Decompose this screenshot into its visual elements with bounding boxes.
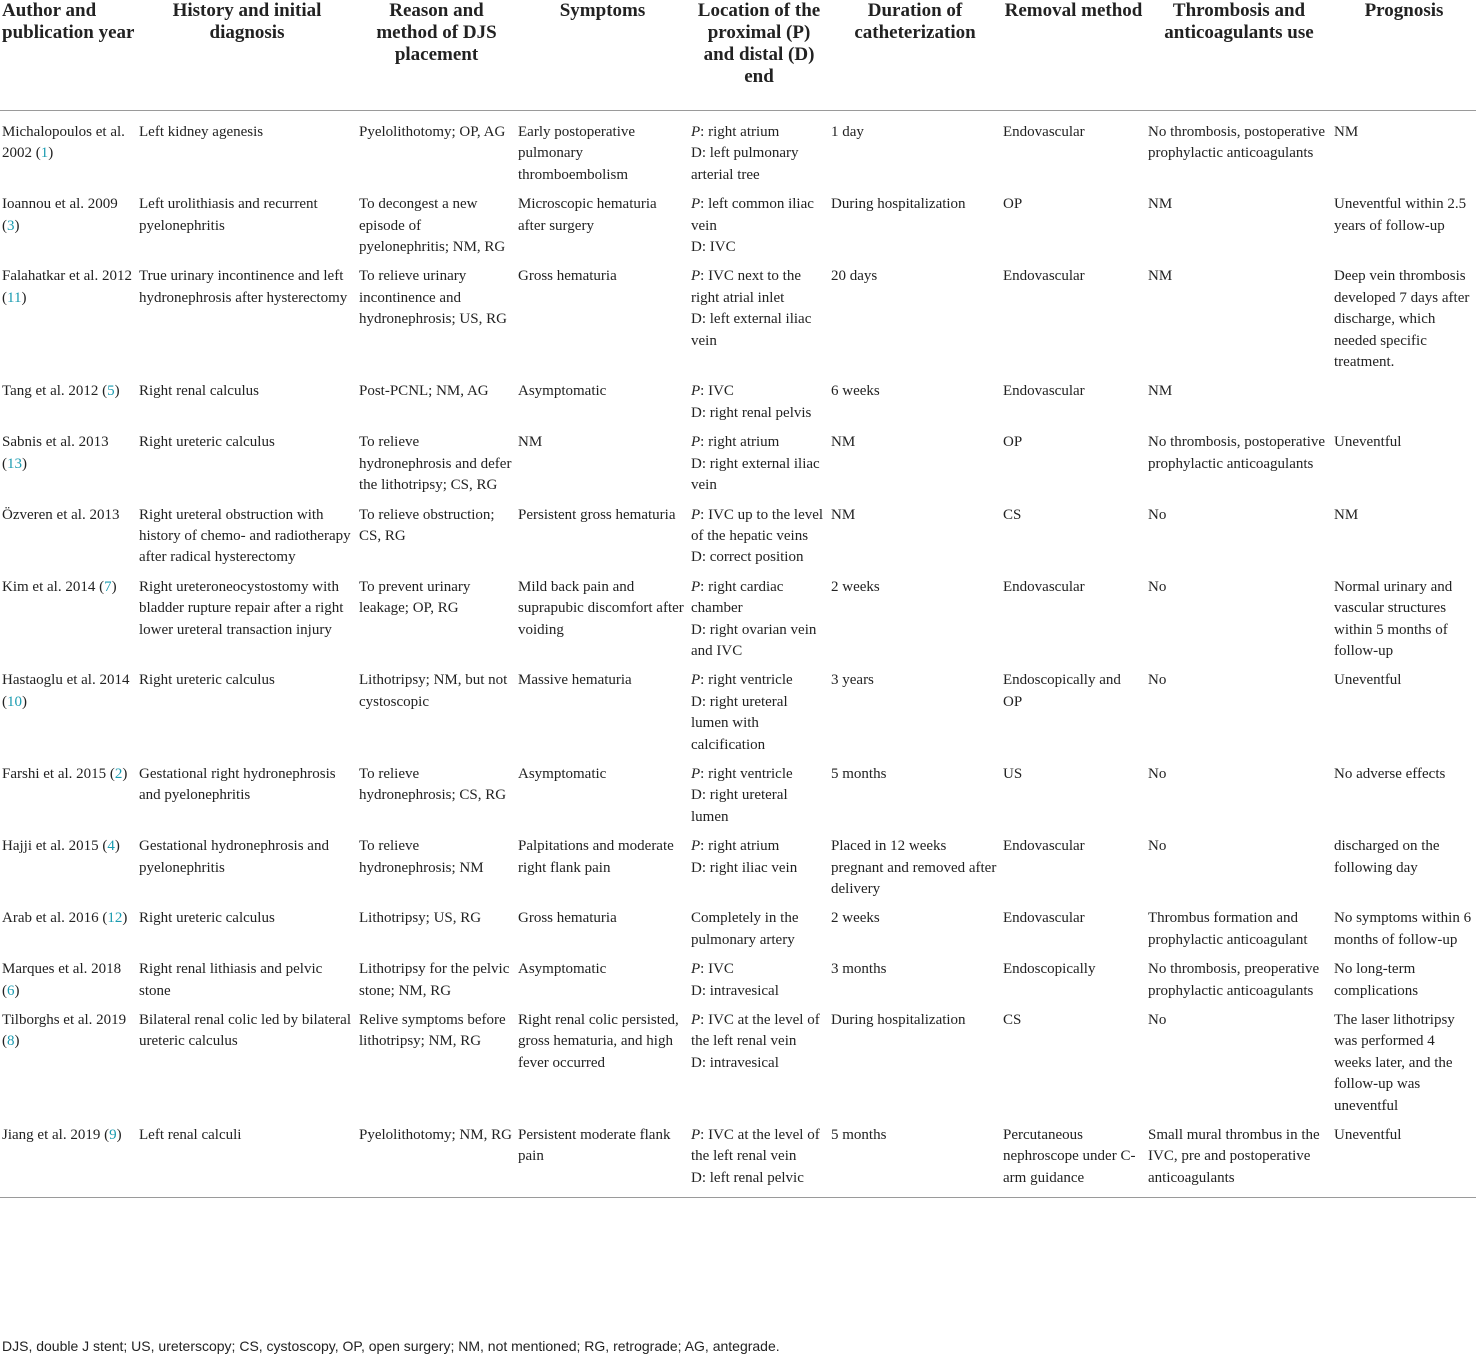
author-cell	[0, 111, 137, 195]
reason-cell: To prevent urinary leakage; OP, RG	[359, 578, 471, 617]
removal-cell: Endovascular	[1003, 383, 1085, 400]
proximal-end-line: P: IVC next to the right atrial inlet	[691, 268, 801, 306]
duration-cell: 1 day	[831, 124, 864, 140]
location-cell	[689, 764, 829, 836]
reference-link[interactable]: 4	[107, 838, 115, 855]
author-cell	[0, 959, 137, 1010]
proximal-end-line: P: IVC up to the level of the hepatic veins	[691, 506, 824, 544]
table-row	[0, 577, 1476, 671]
prognosis-cell: Uneventful within 2.5 years of follow-up	[1334, 196, 1467, 234]
reference-link[interactable]: 8	[7, 1033, 15, 1050]
symptoms-cell: Mild back pain and suprapubic discomfort after voiding	[518, 578, 684, 638]
reason-cell: Post-PCNL; NM, AG	[359, 383, 489, 400]
duration-cell: 5 months	[831, 1127, 887, 1144]
author-cell	[0, 381, 137, 432]
reference-link[interactable]: 2	[114, 765, 123, 782]
removal-cell: OP	[1003, 196, 1023, 213]
history-cell: Right renal lithiasis and pelvic stone	[139, 961, 323, 999]
distal-end-text: D: left external iliac vein	[691, 311, 812, 349]
column-reason-header: Reason and method of DJS placement	[376, 0, 497, 65]
table-row	[0, 1010, 1476, 1125]
table-row	[0, 959, 1476, 1010]
removal-cell: Endovascular	[1003, 268, 1085, 285]
duration-cell: 5 months	[831, 765, 887, 782]
author-text: Michalopoulos et al. 2002 (	[2, 124, 125, 162]
proximal-prefix: P	[691, 961, 701, 978]
symptoms-cell: Right renal colic persisted, gross hematuria, and high fever occurred	[518, 1012, 679, 1071]
author-text: Hastaoglu et al. 2014 (	[2, 672, 130, 710]
distal-end-text: D: right ureteral lumen with calcification	[691, 693, 788, 753]
author-cell	[0, 764, 137, 836]
distal-end-text: D: left pulmonary arterial tree	[691, 145, 799, 183]
duration-cell: During hospitalization	[831, 196, 966, 213]
removal-cell: Endovascular	[1003, 578, 1085, 595]
thrombosis-cell: NM	[1148, 196, 1173, 213]
author-cell	[0, 432, 137, 504]
thrombosis-cell: NM	[1148, 383, 1173, 400]
removal-cell: US	[1003, 765, 1023, 782]
reason-cell: Relive symptoms before lithotripsy; NM, RG	[359, 1012, 506, 1050]
removal-cell: Endovascular	[1003, 838, 1085, 855]
reference-close-paren: )	[111, 578, 117, 595]
reference-close-paren: )	[14, 217, 20, 234]
column-duration-header: Duration of catheterization	[854, 0, 976, 43]
symptoms-cell: Asymptomatic	[518, 961, 607, 978]
proximal-prefix: P	[691, 765, 701, 782]
distal-end-text: D: right ureteral lumen	[691, 787, 788, 825]
reference-close-paren: )	[21, 289, 27, 306]
prognosis-cell	[1332, 381, 1476, 432]
reason-cell: To relieve hydronephrosis and defer the lithotripsy; CS, RG	[359, 434, 512, 494]
column-symptoms-header: Symptoms	[559, 0, 646, 21]
history-cell: Right ureteric calculus	[139, 910, 275, 927]
proximal-prefix: P	[691, 124, 701, 140]
duration-cell: NM	[831, 506, 856, 523]
table-row	[0, 111, 1476, 195]
author-cell	[0, 577, 137, 671]
location-cell	[689, 432, 829, 504]
author-cell	[0, 836, 137, 908]
column-thrombosis-header: Thrombosis and anticoagulants use	[1164, 0, 1314, 43]
proximal-end-line: P: right atrium	[691, 838, 780, 855]
reference-link[interactable]: 9	[109, 1127, 117, 1144]
symptoms-cell: Palpitations and moderate right flank pain	[518, 838, 674, 876]
table-row	[0, 432, 1476, 504]
distal-end-text: D: right iliac vein	[691, 859, 798, 876]
proximal-prefix: P	[691, 838, 701, 855]
location-cell	[689, 381, 829, 432]
thrombosis-cell: No thrombosis, postoperative prophylactic anticoagulants	[1148, 434, 1326, 472]
reference-close-paren: )	[116, 1127, 122, 1144]
thrombosis-cell: No	[1148, 672, 1167, 689]
symptoms-cell: Microscopic hematuria after surgery	[518, 196, 657, 234]
proximal-end-text: IVC at the level of the left renal vein	[691, 1127, 820, 1165]
duration-cell: 2 weeks	[831, 578, 880, 595]
author-text: Hajji et al. 2015 (	[2, 838, 108, 855]
reference-close-paren: )	[122, 910, 128, 927]
prognosis-cell: NM	[1334, 124, 1359, 140]
distal-end-text: D: right renal pelvis	[691, 404, 812, 421]
proximal-end-text: right cardiac chamber	[691, 578, 784, 617]
thrombosis-cell: No thrombosis, preoperative prophylactic anticoagulants	[1148, 961, 1320, 999]
proximal-prefix: P	[691, 506, 701, 523]
author-text: Arab et al. 2016 (	[2, 910, 108, 927]
proximal-end-line: P: IVC at the level of the left renal vein	[691, 1012, 820, 1050]
author-cell	[0, 1125, 137, 1198]
history-cell: Right ureteral obstruction with history of chemo- and radiotherapy after radical hysterectomy	[139, 506, 351, 566]
reference-link[interactable]: 1	[40, 145, 49, 162]
author-text: Özveren et al. 2013	[2, 506, 120, 523]
removal-cell: Endovascular	[1003, 910, 1085, 927]
prognosis-cell: Uneventful	[1334, 672, 1402, 689]
reference-close-paren: )	[14, 982, 20, 999]
removal-cell: Endoscopically and OP	[1003, 672, 1121, 710]
duration-cell: Placed in 12 weeks pregnant and removed after delivery	[831, 838, 997, 897]
proximal-prefix: P	[691, 196, 701, 213]
proximal-end-text: IVC next to the right atrial inlet	[691, 268, 801, 306]
proximal-end-line: P: IVC	[691, 383, 734, 400]
author-text: Falahatkar et al. 2012 (	[2, 268, 132, 306]
location-cell	[689, 670, 829, 764]
thrombosis-cell: No	[1148, 578, 1167, 595]
prognosis-cell: Uneventful	[1334, 434, 1402, 451]
prognosis-cell: Normal urinary and vascular structures within 5 months of follow-up	[1334, 578, 1453, 659]
reason-cell: To decongest a new episode of pyelonephritis; NM, RG	[359, 196, 506, 256]
proximal-end-line: P: left common iliac vein	[691, 196, 814, 234]
proximal-end-line: P: IVC	[691, 961, 734, 978]
reference-close-paren: )	[122, 765, 128, 782]
thrombosis-cell: No thrombosis, postoperative prophylactic anticoagulants	[1148, 124, 1326, 162]
removal-cell: Endoscopically	[1003, 961, 1096, 978]
proximal-end-text: right ventricle	[708, 765, 793, 782]
reason-cell: Pyelolithotomy; NM, RG	[359, 1127, 512, 1144]
column-author-header: Author and publication year	[2, 0, 135, 43]
symptoms-cell: Massive hematuria	[518, 672, 632, 689]
history-cell: Bilateral renal colic led by bilateral ureteric calculus	[139, 1012, 351, 1050]
duration-cell: 20 days	[831, 268, 878, 285]
reference-close-paren: )	[48, 145, 54, 162]
reason-cell: To relieve urinary incontinence and hydronephrosis; US, RG	[359, 268, 507, 328]
symptoms-cell: Asymptomatic	[518, 765, 607, 782]
thrombosis-cell: No	[1148, 506, 1167, 523]
reference-close-paren: )	[114, 838, 120, 855]
reference-link[interactable]: 7	[104, 578, 112, 595]
history-cell: Left kidney agenesis	[139, 124, 264, 140]
removal-cell: Percutaneous nephroscope under C-arm guidance	[1003, 1127, 1136, 1186]
proximal-end-line: P: IVC at the level of the left renal vein	[691, 1127, 820, 1165]
author-cell	[0, 505, 137, 577]
reference-link[interactable]: 6	[7, 982, 15, 999]
duration-cell: 6 weeks	[831, 383, 880, 400]
proximal-end-line: P: right ventricle	[691, 765, 793, 782]
reference-close-paren: )	[22, 455, 27, 472]
location-cell	[689, 836, 829, 908]
symptoms-cell: Gross hematuria	[518, 910, 617, 927]
table-row	[0, 381, 1476, 432]
column-prognosis-header: Prognosis	[1364, 0, 1444, 21]
distal-end-text: D: IVC	[691, 239, 736, 256]
proximal-end-text: left common iliac vein	[691, 196, 814, 234]
proximal-prefix: P	[691, 434, 701, 451]
location-cell	[689, 111, 829, 195]
thrombosis-cell: No	[1148, 838, 1167, 855]
symptoms-cell: Early postoperative pulmonary thromboembolism	[518, 124, 636, 183]
distal-end-text: D: intravesical	[691, 982, 779, 999]
history-cell: Left urolithiasis and recurrent pyelonephritis	[139, 196, 318, 234]
table-body	[0, 111, 1476, 1198]
distal-end-text: Completely in the pulmonary artery	[691, 910, 799, 948]
location-cell	[689, 1125, 829, 1198]
removal-cell: OP	[1003, 434, 1023, 451]
author-text: Tilborghs et al. 2019 (	[2, 1012, 127, 1050]
table-footnote: DJS, double J stent; US, ureterscopy; CS, cystoscopy, OP, open surgery; NM, not mentioned; RG, retrograde; AG, antegrade.	[2, 1338, 780, 1354]
symptoms-cell: Gross hematuria	[518, 268, 617, 285]
author-cell	[0, 194, 137, 266]
proximal-prefix: P	[691, 1012, 701, 1029]
location-cell	[689, 1010, 829, 1125]
location-cell	[689, 959, 829, 1010]
reference-link[interactable]: 11	[7, 289, 22, 306]
prognosis-cell: discharged on the following day	[1334, 838, 1440, 876]
proximal-prefix: P	[691, 578, 701, 595]
prognosis-cell: No symptoms within 6 months of follow-up	[1334, 910, 1472, 948]
removal-cell: CS	[1003, 1012, 1022, 1029]
history-cell: True urinary incontinence and left hydronephrosis after hysterectomy	[139, 268, 348, 306]
header-row	[0, 0, 1476, 111]
reference-link[interactable]: 5	[107, 383, 115, 400]
reference-link[interactable]: 10	[7, 693, 22, 710]
table-row	[0, 505, 1476, 577]
table-row	[0, 764, 1476, 836]
column-history-header: History and initial diagnosis	[172, 0, 322, 43]
author-text: Sabnis et al. 2013 (	[2, 434, 109, 472]
prognosis-cell: No long-term complications	[1334, 961, 1419, 999]
proximal-end-line: P: right cardiac chamber	[691, 578, 784, 617]
author-text: Tang et al. 2012 (	[2, 383, 108, 400]
reference-close-paren: )	[114, 383, 120, 400]
symptoms-cell: Asymptomatic	[518, 383, 607, 400]
removal-cell: CS	[1003, 506, 1022, 523]
author-cell	[0, 670, 137, 764]
location-cell	[689, 194, 829, 266]
reason-cell: To relieve obstruction; CS, RG	[359, 506, 495, 544]
proximal-end-text: IVC up to the level of the hepatic veins	[691, 506, 824, 544]
history-cell: Gestational right hydronephrosis and pyelonephritis	[139, 765, 336, 804]
column-removal-header: Removal method	[1004, 0, 1143, 21]
table-row	[0, 266, 1476, 381]
location-cell	[689, 908, 829, 959]
symptoms-cell: NM	[518, 434, 543, 451]
proximal-end-line: P: right ventricle	[691, 672, 793, 689]
author-cell	[0, 908, 137, 959]
author-text: Jiang et al. 2019 (	[2, 1127, 110, 1144]
duration-cell: 3 years	[831, 672, 874, 689]
reference-link[interactable]: 12	[107, 910, 123, 927]
proximal-end-text: IVC	[708, 383, 734, 400]
table-row	[0, 1125, 1476, 1198]
history-cell: Right renal calculus	[139, 383, 259, 400]
distal-end-text: D: left renal pelvic	[691, 1169, 804, 1186]
history-cell: Right ureteroneocystostomy with bladder rupture repair after a right lower ureteral transaction injury	[139, 578, 344, 638]
reference-close-paren: )	[14, 1033, 20, 1050]
thrombosis-cell: Small mural thrombus in the IVC, pre and postoperative anticoagulants	[1148, 1127, 1320, 1186]
column-location-header: Location of the proximal (P) and distal (D) end	[697, 0, 821, 87]
thrombosis-cell: No	[1148, 1012, 1167, 1029]
table-header	[0, 0, 1476, 111]
proximal-prefix: P	[691, 1127, 701, 1144]
proximal-prefix: P	[691, 672, 701, 689]
thrombosis-cell: NM	[1148, 268, 1173, 285]
proximal-end-text: right atrium	[708, 124, 780, 140]
duration-cell: NM	[831, 434, 856, 451]
author-text: Marques et al. 2018 (	[2, 961, 122, 999]
proximal-end-text: right ventricle	[708, 672, 793, 689]
reference-close-paren: )	[22, 693, 27, 710]
proximal-prefix: P	[691, 268, 701, 285]
distal-end-text: D: right external iliac vein	[691, 455, 820, 494]
proximal-end-text: right atrium	[708, 838, 780, 855]
table-row	[0, 908, 1476, 959]
symptoms-cell: Persistent gross hematuria	[518, 506, 676, 523]
author-text: Kim et al. 2014 (	[2, 578, 105, 595]
reason-cell: Lithotripsy for the pelvic stone; NM, RG	[359, 961, 510, 999]
proximal-end-line: P: right atrium	[691, 434, 780, 451]
table-row	[0, 194, 1476, 266]
reason-cell: To relieve hydronephrosis; NM	[359, 838, 484, 876]
author-text: Ioannou et al. 2009 (	[2, 196, 118, 234]
history-cell: Gestational hydronephrosis and pyelonephritis	[139, 838, 329, 876]
prognosis-cell: Uneventful	[1334, 1127, 1402, 1144]
location-cell	[689, 577, 829, 671]
distal-end-text: D: correct position	[691, 549, 804, 566]
proximal-end-text: IVC at the level of the left renal vein	[691, 1012, 820, 1050]
table-row	[0, 836, 1476, 908]
proximal-end-line: P: right atrium	[691, 124, 780, 140]
duration-cell: 3 months	[831, 961, 887, 978]
author-cell	[0, 266, 137, 381]
duration-cell: During hospitalization	[831, 1012, 966, 1029]
reason-cell: To relieve hydronephrosis; CS, RG	[359, 765, 507, 804]
prognosis-cell: Deep vein thrombosis developed 7 days after discharge, which needed specific treatment.	[1334, 268, 1470, 371]
prognosis-cell: No adverse effects	[1334, 765, 1446, 782]
proximal-end-text: IVC	[708, 961, 734, 978]
history-cell: Left renal calculi	[139, 1127, 242, 1144]
reference-link[interactable]: 3	[7, 217, 15, 234]
distal-end-text: D: intravesical	[691, 1054, 779, 1071]
location-cell	[689, 505, 829, 577]
reason-cell: Lithotripsy; US, RG	[359, 910, 482, 927]
symptoms-cell: Persistent moderate flank pain	[518, 1127, 671, 1165]
removal-cell: Endovascular	[1003, 124, 1085, 140]
duration-cell: 2 weeks	[831, 910, 880, 927]
author-cell	[0, 1010, 137, 1125]
history-cell: Right ureteric calculus	[139, 672, 275, 689]
prognosis-cell: The laser lithotripsy was performed 4 weeks later, and the follow-up was uneventful	[1334, 1012, 1455, 1114]
author-text: Farshi et al. 2015 (	[2, 765, 115, 782]
location-cell	[689, 266, 829, 381]
prognosis-cell: NM	[1334, 506, 1359, 523]
reason-cell: Lithotripsy; NM, but not cystoscopic	[359, 672, 508, 710]
proximal-end-text: right atrium	[708, 434, 780, 451]
distal-end-text: D: right ovarian vein and IVC	[691, 621, 817, 659]
reason-cell: Pyelolithotomy; OP, AG	[359, 124, 506, 140]
thrombosis-cell: No	[1148, 765, 1167, 782]
proximal-prefix: P	[691, 383, 701, 400]
thrombosis-cell: Thrombus formation and prophylactic anticoagulant	[1148, 910, 1308, 948]
history-cell: Right ureteric calculus	[139, 434, 275, 451]
reference-link[interactable]: 13	[7, 455, 22, 472]
table-row	[0, 670, 1476, 764]
